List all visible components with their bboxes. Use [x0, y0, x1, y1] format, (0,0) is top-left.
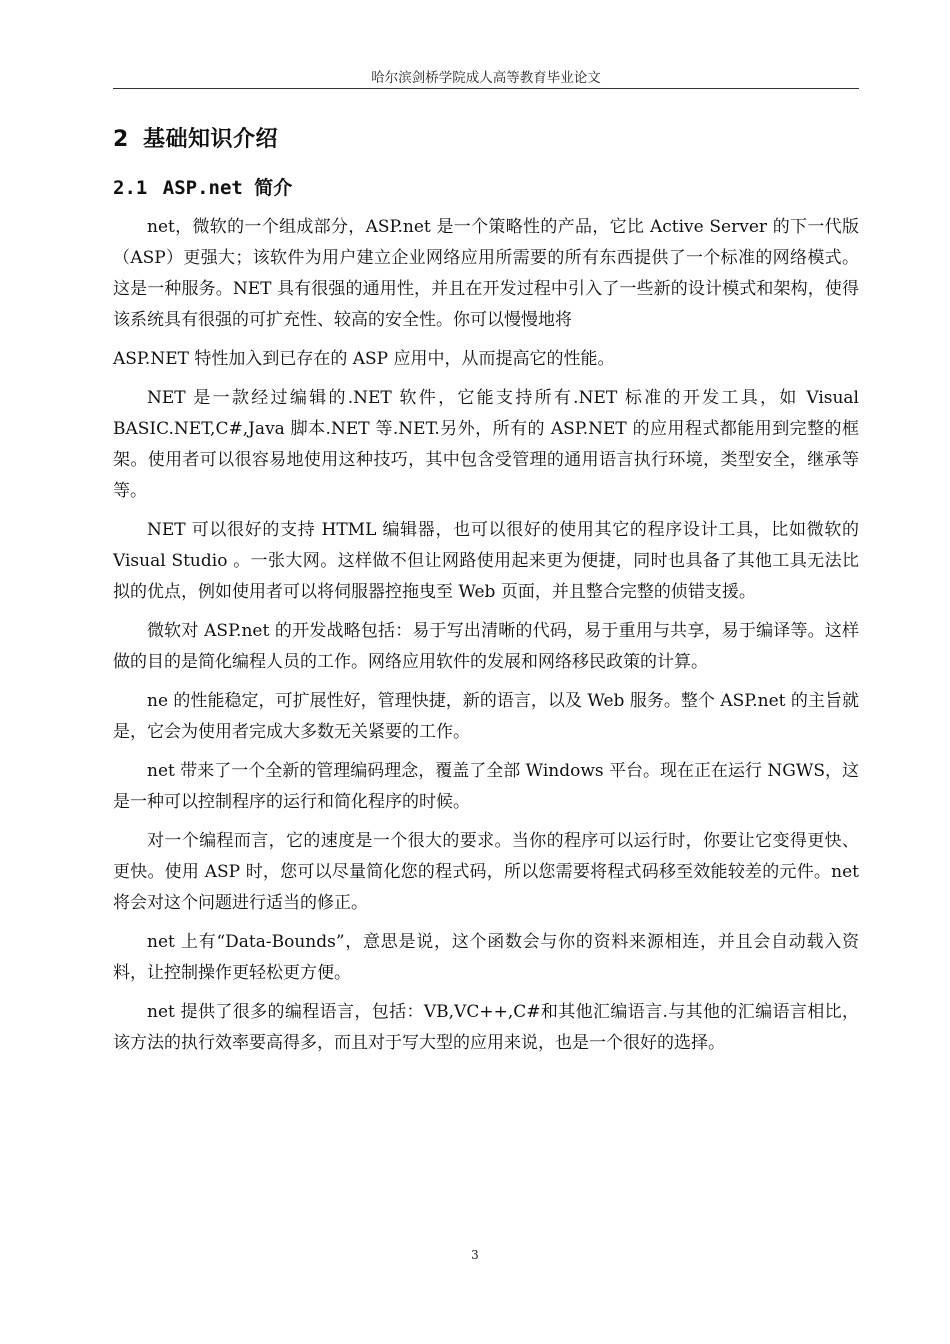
paragraph: 对一个编程而言，它的速度是一个很大的要求。当你的程序可以运行时，你要让它变得更快、更快。使用 ASP 时，您可以尽量简化您的程式码，所以您需要将程式码移至效能较差的元件。net 将会对这个问题进行适当的修正。: [113, 831, 859, 913]
chapter-title: 基础知识介绍: [142, 127, 278, 152]
paragraph: ASP.NET 特性加入到已存在的 ASP 应用中，从而提高它的性能。: [113, 349, 615, 369]
chapter-number: 2: [113, 127, 129, 152]
page-number: 3: [471, 1248, 479, 1262]
section-number: 2.1: [113, 177, 148, 199]
paragraph: NET 可以很好的支持 HTML 编辑器，也可以很好的使用其它的程序设计工具，比如微软的 Visual Studio 。一张大网。这样做不但让网路使用起来更为便捷，同时也具备了其他工具无法比拟的优点，例如使用者可以将伺服器控拖曳至 Web 页面，并且整合完整的侦错支援。: [113, 520, 859, 602]
body-text: [113, 212, 859, 1067]
section-heading: [113, 173, 292, 200]
paragraph: 微软对 ASP.net 的开发战略包括：易于写出清晰的代码，易于重用与共享，易于编译等。这样做的目的是简化编程人员的工作。网络应用软件的发展和网络移民政策的计算。: [113, 621, 859, 672]
header-rule: [113, 88, 859, 89]
paragraph: net，微软的一个组成部分，ASP.net 是一个策略性的产品，它比 Active Server 的下一代版（ASP）更强大；该软件为用户建立企业网络应用所需要的所有东西提供了一个标准的网络模式。这是一种服务。NET 具有很强的通用性，并且在开发过程中引入了一些新的设计模式和架构，使得该系统具有很强的可扩充性、较高的安全性。你可以慢慢地将: [113, 217, 859, 330]
chapter-heading: [113, 122, 278, 153]
page-header: 哈尔滨剑桥学院成人高等教育毕业论文: [371, 70, 601, 86]
paragraph: net 带来了一个全新的管理编码理念，覆盖了全部 Windows 平台。现在正在运行 NGWS，这是一种可以控制程序的运行和简化程序的时候。: [113, 761, 859, 812]
paragraph: net 上有“Data-Bounds”，意思是说，这个函数会与你的资料来源相连，并且会自动载入资料，让控制操作更轻松更方便。: [113, 932, 859, 983]
section-title: ASP.net 简介: [162, 177, 293, 199]
paragraph: net 提供了很多的编程语言，包括：VB,VC++,C#和其他汇编语言.与其他的汇编语言相比，该方法的执行效率要高得多，而且对于写大型的应用来说，也是一个很好的选择。: [113, 1002, 859, 1053]
paragraph: NET 是一款经过编辑的.NET 软件，它能支持所有.NET 标准的开发工具，如 Visual BASIC.NET,C#,Java 脚本.NET 等.NET.另外，所有的 ASP.NET 的应用程式都能用到完整的框架。使用者可以很容易地使用这种技巧，其中包含受管理的通用语言执行环境，类型安全，继承等等。: [113, 388, 859, 501]
paragraph: ne 的性能稳定，可扩展性好，管理快捷，新的语言，以及 Web 服务。整个 ASP.net 的主旨就是，它会为使用者完成大多数无关紧要的工作。: [113, 691, 859, 742]
